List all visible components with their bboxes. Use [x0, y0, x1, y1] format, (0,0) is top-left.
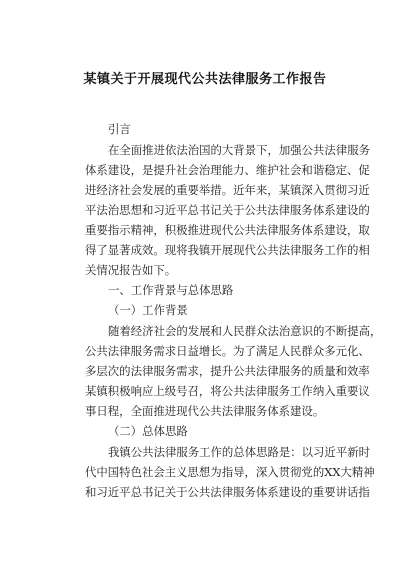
paragraph-line: 我镇公共法律服务工作的总体思路是：以习近平新时	[108, 445, 370, 459]
document-title: 某镇关于开展现代公共法律服务工作报告	[83, 72, 327, 87]
paragraph-line: 平法治思想和习近平总书记关于公共法律服务体系建设的	[85, 203, 370, 217]
paragraph-line: 和习近平总书记关于公共法律服务体系建设的重要讲话指	[85, 485, 370, 499]
paragraph-line: 关情况报告如下。	[85, 263, 177, 277]
paragraph-line: 得了显著成效。现将我镇开展现代公共法律服务工作的相	[85, 243, 370, 257]
paragraph-line: 事日程，全面推进现代公共法律服务体系建设。	[85, 404, 325, 418]
paragraph-line: 重要指示精神，积极推进现代公共法律服务体系建设，取	[85, 223, 370, 237]
paragraph-line: 多层次的法律服务需求，提升公共法律服务的质量和效率	[85, 364, 370, 378]
paragraph-line: 随着经济社会的发展和人民群众法治意识的不断提高，	[108, 324, 382, 338]
paragraph-line: 某镇积极响应上级号召，将公共法律服务工作纳入重要议	[85, 384, 370, 398]
paragraph-line: 进经济社会发展的重要举措。近年来，某镇深入贯彻习近	[85, 183, 370, 197]
paragraph-line: 在全面推进依法治国的大背景下，加强公共法律服务	[108, 143, 370, 157]
subsection-heading: （二）总体思路	[108, 424, 188, 438]
paragraph-line: 公共法律服务需求日益增长。为了满足人民群众多元化、	[85, 344, 370, 358]
subsection-heading: （一）工作背景	[108, 303, 188, 317]
paragraph-line: 体系建设，是提升社会治理能力、维护社会和谐稳定、促	[85, 163, 370, 177]
paragraph-line: 代中国特色社会主义思想为指导，深入贯彻党的XX大精神	[85, 465, 375, 479]
intro-heading: 引言	[108, 122, 131, 136]
section-heading: 一、工作背景与总体思路	[108, 283, 234, 297]
